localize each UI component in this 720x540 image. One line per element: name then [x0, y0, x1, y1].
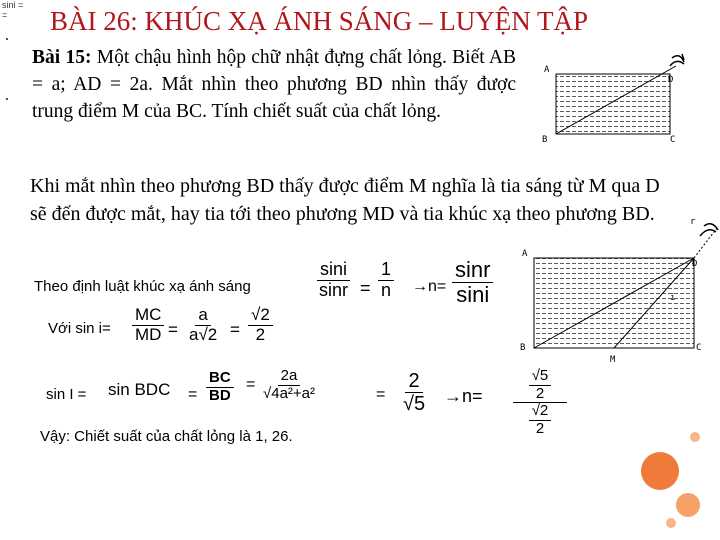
fraction-sqrt2-2 — [248, 306, 273, 344]
compound-denominator — [526, 403, 555, 437]
fraction-numerator: a — [195, 306, 210, 326]
decor-circle-medium — [676, 493, 700, 517]
fraction-numerator: 2 — [405, 370, 422, 393]
arrow-n-equals: →n= — [444, 386, 483, 406]
fraction-denominator: √4a²+a² — [263, 384, 316, 402]
sin-i-label: Với sin i= — [48, 320, 111, 337]
fraction-denominator: 2 — [535, 419, 545, 437]
diagram-top — [530, 44, 700, 148]
sin-i-row — [48, 304, 308, 358]
refraction-law-row — [34, 258, 524, 308]
fraction-numerator: √2 — [529, 403, 552, 421]
explanation-text: Khi mắt nhìn theo phương BD thấy được điểm M nghĩa là tia sáng từ M qua D sẽ đến được mắt, hay tia tới theo phương MD và tia khúc xạ theo phương BD. — [30, 175, 660, 225]
label-c: C — [670, 135, 676, 145]
corner-note-line2: = — [2, 10, 8, 20]
fraction-numerator: √2 — [248, 306, 273, 326]
fraction-sini-sinr — [316, 260, 351, 301]
final-fraction — [512, 368, 568, 440]
label-i: i — [670, 293, 676, 303]
fraction-denominator: 2 — [255, 324, 266, 344]
label-m: M — [610, 355, 616, 365]
eye-icon — [670, 54, 684, 66]
equals-sign: = — [168, 320, 178, 339]
slide-title: BÀI 26: KHÚC XẠ ÁNH SÁNG – LUYỆN TẬP — [50, 6, 589, 36]
sin-bdc-expression: sin BDC — [108, 380, 171, 399]
label-b: B — [542, 135, 548, 145]
fraction-1-n — [378, 260, 394, 301]
label-a: A — [522, 249, 528, 259]
fraction-2a-sqrt — [260, 368, 318, 402]
decor-dot — [6, 98, 8, 100]
fraction-denominator: MD — [135, 324, 162, 344]
diagram-bottom — [512, 206, 720, 366]
fraction-sqrt2-2 — [529, 403, 552, 437]
problem-text: Một chậu hình hộp chữ nhật đựng chất lỏng. Biết AB = a; AD = 2a. Mắt nhìn theo phương BD nhìn thấy được trung điểm M của BC. Tính chiết suất của chất lỏng. — [32, 47, 516, 122]
sin-r-label: sin I = — [46, 386, 87, 403]
label-b: B — [520, 343, 526, 353]
fraction-denominator: n — [381, 279, 392, 300]
problem-statement — [32, 44, 516, 125]
label-d: D — [668, 75, 674, 85]
decor-dot — [6, 38, 8, 40]
fraction-a-a-sqrt2 — [186, 306, 220, 344]
fraction-numerator: MC — [132, 306, 164, 326]
conclusion-text: Vậy: Chiết suất của chất lỏng là 1, 26. — [40, 428, 293, 445]
fraction-numerator: sinr — [452, 258, 493, 283]
label-a: A — [544, 65, 550, 75]
fraction-numerator: sini — [317, 260, 350, 281]
line-refracted — [694, 228, 717, 258]
compound-numerator — [513, 368, 567, 403]
equals-sign: = — [188, 386, 198, 403]
law-label: Theo định luật khúc xạ ánh sáng — [34, 278, 251, 295]
equals-sign: = — [230, 320, 240, 339]
sin-r-row — [46, 366, 566, 436]
decor-circle-small — [690, 432, 700, 442]
equals-sign: = — [376, 386, 386, 403]
label-r: r — [690, 217, 696, 227]
fraction-sqrt5-2 — [529, 368, 552, 402]
fraction-bc-bd — [206, 370, 234, 404]
corner-note — [2, 0, 23, 20]
fraction-denominator: √5 — [403, 393, 426, 415]
label-d: D — [692, 259, 698, 269]
fraction-denominator: a√2 — [189, 324, 218, 344]
fraction-sinr-sini — [452, 258, 493, 307]
arrow-n-equals: →n= — [412, 278, 447, 295]
fraction-denominator: sini — [456, 282, 490, 308]
fraction-numerator: √5 — [529, 368, 552, 386]
fraction-numerator: 1 — [378, 260, 394, 281]
compound-fraction — [512, 368, 568, 437]
equals-sign: = — [360, 278, 371, 298]
fraction-denominator: BD — [209, 386, 231, 404]
corner-note-line1: sini = — [2, 0, 24, 10]
decor-circle-large — [641, 452, 679, 490]
problem-label: Bài 15: — [32, 47, 92, 68]
equals-sign: = — [246, 376, 256, 393]
decor-circle-small — [666, 518, 676, 528]
liquid-container — [556, 74, 670, 134]
eye-icon — [700, 224, 718, 236]
fraction-numerator: BC — [206, 370, 234, 388]
fraction-2-sqrt5 — [400, 370, 428, 415]
fraction-denominator: 2 — [535, 384, 545, 402]
fraction-mc-md — [132, 306, 164, 344]
fraction-denominator: sinr — [319, 279, 349, 300]
fraction-numerator: 2a — [278, 368, 301, 386]
label-c: C — [696, 343, 702, 353]
